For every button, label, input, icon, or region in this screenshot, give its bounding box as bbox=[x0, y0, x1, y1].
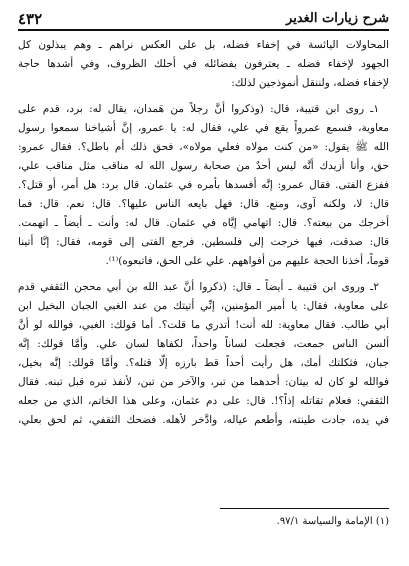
page-number: ٤٣٢ bbox=[18, 10, 43, 28]
text-line: قال: صدقت، فيها خرجت إلى فلسطين. فرجع الفتى إلى قومه، فقال: إنَّا أتينا bbox=[18, 236, 389, 248]
text-line: الله ﷺ يقول: «من كنت مولاه فعلي مولاه»، فحق ذلك أم باطل؟. فقال عمرو: bbox=[18, 141, 389, 153]
text-line: ألسن الناس جمعت، فجعلت لساناً واحداً، لكفاها لسان علي. وأمَّا قولك: إنَّه bbox=[18, 338, 389, 350]
text-line: لإخفاء فضله، ولننقل أنموذجين لذلك: bbox=[231, 77, 389, 89]
header-rule bbox=[18, 29, 389, 31]
text-line: حق، وأنا أزيدك أنَّه ليس أحدٌ من صحابة رسول الله له مناقب مثل مناقب علي، bbox=[18, 160, 389, 172]
text-line: الجهود لإخفاء فضله ـ يعترفون بفضائله في أحلك الظروف، وفي أشدها حاجة bbox=[18, 58, 389, 70]
text-line: الثقفي: فعلام تقاتله إذاً؟!. قال: على دم عثمان، وعلى هذا الخاتم، الذي من جعله bbox=[18, 395, 389, 407]
text-line: على معاوية، فقال: يا أمير المؤمنين، إنِّي أتيتك من عند الغبي الجبان البخيل ابن bbox=[18, 300, 389, 312]
text-line: قوماً، أخذنا الحجة عليهم من أفواههم. علي على الحق، فاتبعوه)⁽¹⁾. bbox=[105, 255, 389, 267]
text-line: ١ـ روى ابن قتيبة، قال: (وذكروا أنَّ رجلاً من هَمدان، يقال له: برد، قدم على bbox=[18, 103, 379, 115]
footnote: (١) الإمامة والسياسة ٩٧/١. bbox=[276, 516, 389, 527]
text-line: ففزع الفتى. فقال عمرو: إنَّه أفسدها بأمره في عثمان. قال برد: هل أمر، أو قتل؟. bbox=[18, 179, 389, 191]
paragraph-gap bbox=[18, 93, 389, 100]
text-line: جبان، فثكلتك أمك، هل رأيت أحداً قط بارزه إلَّا قتله؟. وأمَّا قولك: إنَّه بخيل، bbox=[18, 357, 389, 369]
text-line: أبي طالب. فقال معاوية: لله أنت! أتدري ما قلت؟. أما قولك: الغبي، فوالله لو أنَّ bbox=[18, 319, 389, 331]
text-line: في يده، جادت طينته، وأطعم عياله، وادَّخر لأهله. فضحك الثقفي، ثم لحق بعلي، bbox=[18, 414, 389, 426]
page-header bbox=[18, 6, 389, 28]
footnote-rule bbox=[220, 508, 389, 509]
text-line: معاوية، فسمع عمرواً يقع في علي، فقال له: يا عمرو، إنَّ أشياخنا سمعوا رسول bbox=[18, 122, 389, 134]
text-line: فوالله لو كان له بيتان: أحدهما من تبر، والآخر من تبن، لأنفذ تبره قبل تبنه. فقال bbox=[18, 376, 389, 388]
text-line: قال: لا، ولكنه آوى، ومنع. قال: فهل بايعه الناس عليها؟. قال: نعم. قال: فما bbox=[18, 198, 389, 210]
text-line: المحاولات اليائسة في إخفاء فضله، بل على العكس نراهم ـ وهم يبذلون كل bbox=[18, 39, 389, 51]
text-line: ٢ـ وروى ابن قتيبة ـ أيضاً ـ قال: (ذكروا أنَّ عبد الله بن أبي محجن الثقفي قدم bbox=[18, 281, 379, 293]
text-line: أخرجك من بيعته؟. قال: اتهامي إيَّاه في عثمان. قال له: وأنت ـ أيضاً ـ اتهمت. bbox=[18, 217, 389, 229]
paragraph-gap bbox=[18, 271, 389, 278]
body-text bbox=[18, 36, 389, 430]
running-title: شرح زيارات الغدير bbox=[286, 11, 389, 26]
